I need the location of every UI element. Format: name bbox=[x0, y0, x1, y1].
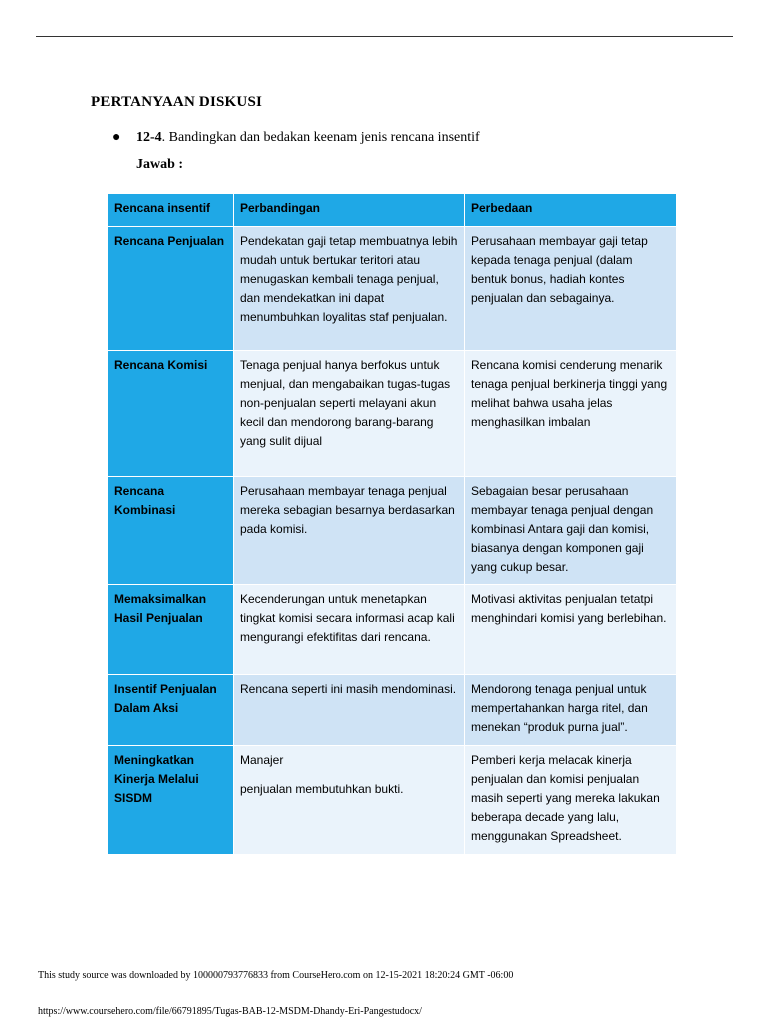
comparison-line: penjualan membutuhkan bukti. bbox=[240, 782, 404, 796]
header-rencana-insentif: Rencana insentif bbox=[108, 194, 234, 227]
row-label: Rencana Penjualan bbox=[108, 227, 234, 351]
table-row bbox=[108, 351, 677, 477]
row-label: Insentif Penjualan Dalam Aksi bbox=[108, 675, 234, 746]
difference-cell: Mendorong tenaga penjual untuk mempertahankan harga ritel, dan menekan “produk purna jual”. bbox=[465, 675, 677, 746]
table-row bbox=[108, 227, 677, 351]
comparison-cell: Tenaga penjual hanya berfokus untuk menjual, dan mengabaikan tugas-tugas non-penjualan seperti melayani akun kecil dan mendorong barang-barang yang sulit dijual bbox=[234, 351, 465, 477]
table-row bbox=[108, 477, 677, 585]
difference-cell: Perusahaan membayar gaji tetap kepada tenaga penjual (dalam bentuk bonus, hadiah kontes penjualan dan sebagainya. bbox=[465, 227, 677, 351]
section-heading: PERTANYAAN DISKUSI bbox=[91, 94, 263, 110]
header-perbedaan: Perbedaan bbox=[465, 194, 677, 227]
row-label: Memaksimalkan Hasil Penjualan bbox=[108, 585, 234, 675]
table-row bbox=[108, 585, 677, 675]
comparison-cell: Perusahaan membayar tenaga penjual mereka sebagian besarnya berdasarkan pada komisi. bbox=[234, 477, 465, 585]
row-label: Rencana Kombinasi bbox=[108, 477, 234, 585]
difference-cell: Rencana komisi cenderung menarik tenaga penjual berkinerja tinggi yang melihat bahwa usaha jelas menghasilkan imbalan bbox=[465, 351, 677, 477]
comparison-cell: Kecenderungan untuk menetapkan tingkat komisi secara informasi acap kali mengurangi efektifitas dari rencana. bbox=[234, 585, 465, 675]
source-url[interactable]: https://www.coursehero.com/file/66791895/Tugas-BAB-12-MSDM-Dhandy-Eri-Pangestudocx/ bbox=[38, 1006, 422, 1017]
difference-cell: Motivasi aktivitas penjualan tetatpi menghindari komisi yang berlebihan. bbox=[465, 585, 677, 675]
comparison-cell bbox=[234, 746, 465, 855]
comparison-line: Manajer bbox=[240, 753, 284, 767]
row-label: Rencana Komisi bbox=[108, 351, 234, 477]
difference-cell: Pemberi kerja melacak kinerja penjualan dan komisi penjualan masih seperti yang mereka lakukan beberapa decade yang lalu, menggunakan Spreadsheet. bbox=[465, 746, 677, 855]
bullet-icon: ● bbox=[112, 130, 121, 145]
answer-label: Jawab : bbox=[136, 157, 184, 172]
header-perbandingan: Perbandingan bbox=[234, 194, 465, 227]
table-header-row bbox=[108, 194, 677, 227]
comparison-cell: Pendekatan gaji tetap membuatnya lebih mudah untuk bertukar teritori atau menugaskan kembali tenaga penjual, dan mendekatkan ini dapat menumbuhkan loyalitas staf penjualan. bbox=[234, 227, 465, 351]
difference-cell: Sebagaian besar perusahaan membayar tenaga penjual dengan kombinasi Antara gaji dan komisi, biasanya dengan komponen gaji yang cukup besar. bbox=[465, 477, 677, 585]
comparison-cell: Rencana seperti ini masih mendominasi. bbox=[234, 675, 465, 746]
download-notice: This study source was downloaded by 100000793776833 from CourseHero.com on 12-15-2021 18:20:24 GMT -06:00 bbox=[38, 970, 514, 981]
question-text bbox=[136, 130, 480, 146]
table-row bbox=[108, 675, 677, 746]
top-rule bbox=[36, 36, 733, 37]
incentive-table bbox=[107, 193, 677, 855]
table-row bbox=[108, 746, 677, 855]
row-label: Meningkatkan Kinerja Melalui SISDM bbox=[108, 746, 234, 855]
question-body: . Bandingkan dan bedakan keenam jenis rencana insentif bbox=[161, 130, 480, 145]
question-number: 12-4 bbox=[136, 130, 162, 145]
